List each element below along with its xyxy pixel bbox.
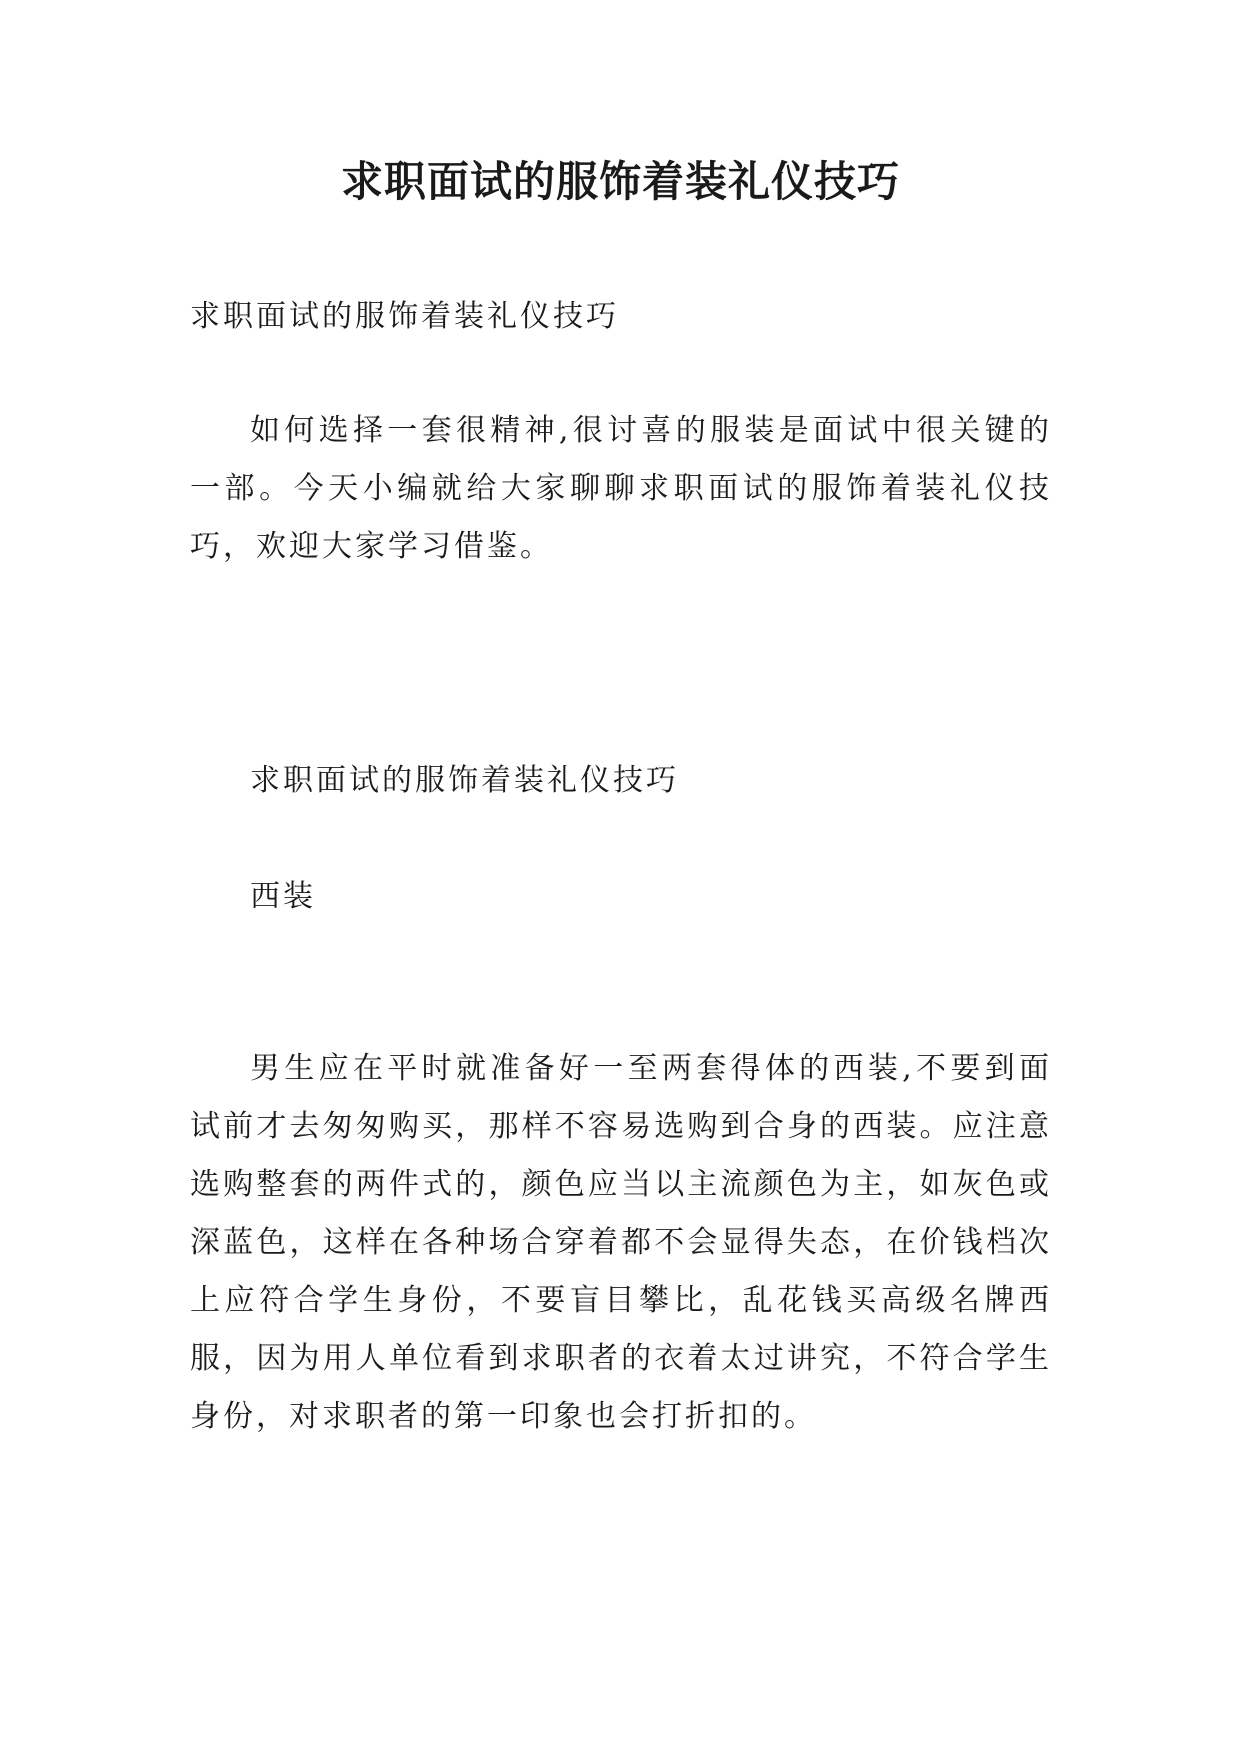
section-heading: 求职面试的服饰着装礼仪技巧	[250, 763, 679, 798]
intro-paragraph: 如何选择一套很精神,很讨喜的服装是面试中很关键的一部。今天小编就给大家聊聊求职面试的服饰着装礼仪技巧，欢迎大家学习借鉴。	[190, 413, 1052, 564]
suit-paragraph: 男生应在平时就准备好一至两套得体的西装,不要到面试前才去匆匆购买，那样不容易选购到合身的西装。应注意选购整套的两件式的，颜色应当以主流颜色为主，如灰色或深蓝色，这样在各种场合穿着都不会显得失态，在价钱档次上应符合学生身份，不要盲目攀比，乱花钱买高级名牌西服，因为用人单位看到求职者的衣着太过讲究，不符合学生身份，对求职者的第一印象也会打折扣的。	[190, 1051, 1052, 1434]
document-title: 求职面试的服饰着装礼仪技巧	[340, 157, 900, 206]
document-subtitle: 求职面试的服饰着装礼仪技巧	[190, 299, 619, 334]
section-label: 西装	[250, 879, 316, 914]
